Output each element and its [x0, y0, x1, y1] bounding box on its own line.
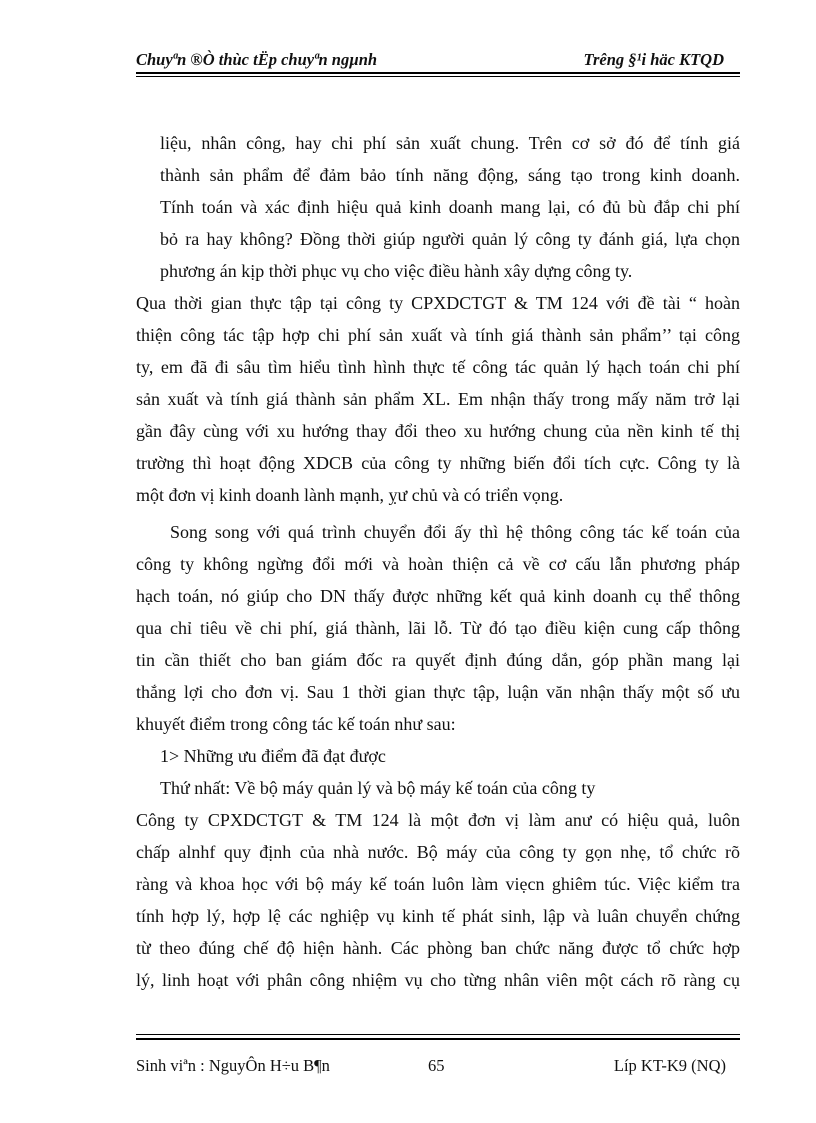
text-line: một đơn vị kinh doanh lành mạnh, ỵư chủ và có triển vọng. [136, 485, 564, 505]
page-header [136, 44, 740, 74]
text-line: tính hợp lý, hợp lệ các nghiệp vụ kinh tế phát sinh, lập và luân chuyển chứng [136, 906, 740, 926]
text-line: Tính toán và xác định hiệu quả kinh doanh mang lại, có đủ bù đắp chi phí [160, 197, 740, 217]
text-line: thành sản phẩm để đảm bảo tính năng động, sáng tạo trong kinh doanh. [160, 165, 740, 185]
text-line: sản xuất và tính giá thành sản phẩm XL. Em nhận thấy trong mấy năm trở lại [136, 389, 740, 409]
section-heading: 1> Những ưu điểm đã đạt được [160, 746, 386, 766]
footer-rule [136, 1038, 740, 1040]
text-line: Song song với quá trình chuyển đổi ấy thì hệ thông công tác kế toán của [170, 522, 740, 542]
footer-class: Líp KT-K9 (NQ) [613, 1056, 726, 1075]
page-footer [136, 1034, 740, 1094]
header-title: Chuyªn ®Ò thùc tËp chuyªn ngµnh [136, 50, 378, 69]
header-rule [136, 72, 740, 74]
text-line: công ty không ngừng đổi mới và hoàn thiện cả về cơ cấu lẫn phương pháp [136, 554, 740, 574]
text-line: tin cần thiết cho ban giám đốc ra quyết định đúng dắn, góp phần mang lại [136, 650, 740, 670]
text-line: lý, linh hoạt với phân công nhiệm vụ cho từng nhân viên một cách rõ ràng cụ [136, 970, 740, 990]
text-line: ty, em đã đi sâu tìm hiểu tình hình thực tế công tác quản lý hạch toán chi phí [136, 357, 740, 377]
text-line: gần đây cùng với xu hướng thay đổi theo xu hướng chung của nền kinh tế thị [136, 421, 740, 441]
text-line: Qua thời gian thực tập tại công ty CPXDCTGT & TM 124 với đề tài “ hoàn [136, 293, 740, 313]
text-line: từ theo đúng chế độ hiện hành. Các phòng ban chức năng được tổ chức hợp [136, 938, 740, 958]
text-line: trường thì hoạt động XDCB của công ty những biến đổi tích cực. Công ty là [136, 453, 740, 473]
footer-student: Sinh viªn : NguyÔn H÷u B¶n [136, 1056, 330, 1075]
text-line: ràng và khoa học với bộ máy kế toán luôn làm viẹcn ghiêm túc. Việc kiểm tra [136, 874, 740, 894]
text-line: phương án kịp thời phục vụ cho việc điều hành xây dựng công ty. [160, 261, 633, 281]
text-line: qua chỉ tiêu về chi phí, giá thành, lãi lỗ. Từ đó tạo điều kiện cung cấp thông [136, 618, 740, 638]
header-university: Trêng §¹i häc KTQD [583, 50, 724, 69]
text-line: Công ty CPXDCTGT & TM 124 là một đơn vị làm anư có hiệu quả, luôn [136, 810, 740, 830]
page-number: 65 [428, 1056, 445, 1075]
text-line: thắng lợi cho đơn vị. Sau 1 thời gian thực tập, luận văn nhận thấy một số ưu [136, 682, 740, 702]
subsection-heading: Thứ nhất: Về bộ máy quản lý và bộ máy kế toán của công ty [160, 778, 596, 798]
text-line: chấp alnhf quy định của nhà nước. Bộ máy của công ty gọn nhẹ, tổ chức rõ [136, 842, 740, 862]
footer-rule-thin [136, 1034, 740, 1035]
text-line: thiện công tác tập hợp chi phí sản xuất và tính giá thành sản phẩm’’ tại công [136, 325, 740, 345]
text-line: bỏ ra hay không? Đồng thời giúp người quản lý công ty đánh giá, lựa chọn [160, 229, 740, 249]
text-line: khuyết điểm trong công tác kế toán như sau: [136, 714, 456, 734]
text-line: liệu, nhân công, hay chi phí sản xuất chung. Trên cơ sở đó để tính giá [160, 133, 740, 153]
text-line: hạch toán, nó giúp cho DN thấy được những kết quả kinh doanh cụ thể thông [136, 586, 740, 606]
header-rule-thin [136, 76, 740, 77]
